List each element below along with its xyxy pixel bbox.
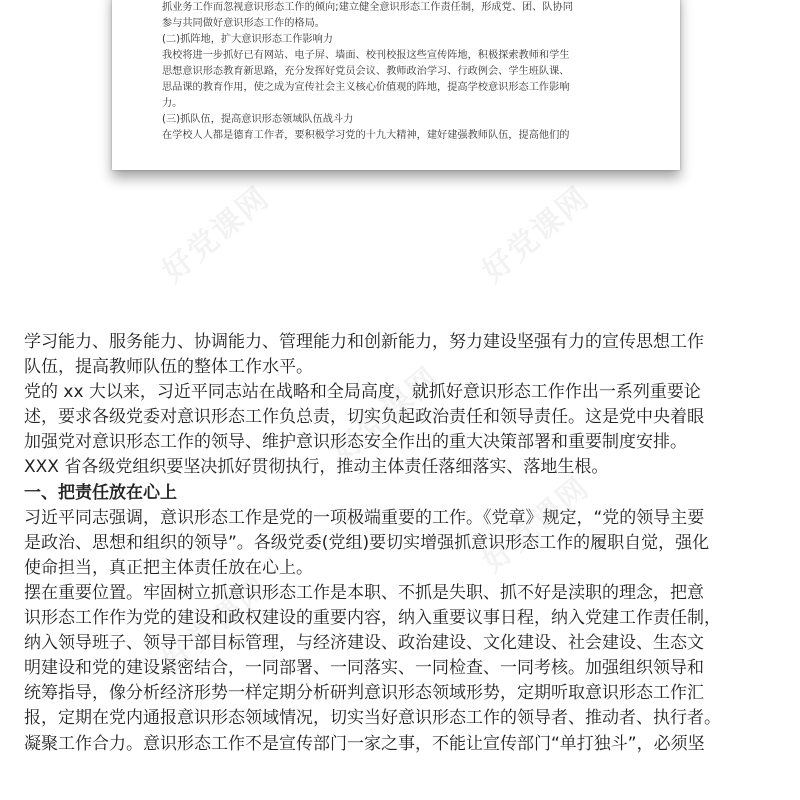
paragraph-line: 凝聚工作合力。意识形态工作不是宣传部门一家之事，不能让宣传部门“单打独斗”，必须坚 [24, 733, 705, 754]
paragraph-line: 摆在重要位置。牢固树立抓意识形态工作是本职、不抓是失职、抓不好是渎职的理念，把意 [24, 582, 704, 603]
paragraph-line: 统筹指导，像分析经济形势一样定期分析研判意识形态领域形势，定期听取意识形态工作汇 [24, 683, 704, 704]
paragraph-line: 述，要求各级党委对意识形态工作负总责，切实负起政治责任和领导责任。这是党中央着眼 [24, 407, 704, 428]
paragraph-line: 明建设和党的建设紧密结合，一同部署、一同落实、一同检查、一同考核。加强组织领导和 [24, 658, 704, 679]
watermark: 好党课网 [475, 180, 597, 290]
preview-line: 力。 [162, 98, 183, 109]
preview-line: 思品课的教育作用，使之成为宣传社会主义核心价值观的阵地，提高学校意识形态工作影响 [162, 82, 570, 93]
document-preview-card [112, 0, 680, 170]
watermark: 好党课网 [155, 180, 277, 290]
paragraph-line: 习近平同志强调，意识形态工作是党的一项极端重要的工作。《党章》规定，“党的领导主要 [24, 507, 705, 528]
paragraph-line: 学习能力、服务能力、协调能力、管理能力和创新能力，努力建设坚强有力的宣传思想工作 [24, 332, 704, 352]
preview-line: 我校将进一步抓好已有网站、电子屏、墙面、校刊校报这些宣传阵地，积极探索教师和学生 [162, 50, 570, 61]
preview-text [162, 0, 662, 144]
paragraph-line: 纳入领导班子、领导干部目标管理，与经济建设、政治建设、文化建设、社会建设、生态文 [24, 633, 704, 654]
preview-line: 思想意识形态教育新思路，充分发挥好党员会议、教师政治学习、行政例会、学生班队课、 [162, 66, 570, 77]
paragraph-line: 识形态工作作为党的建设和政权建设的重要内容，纳入重要议事日程，纳入党建工作责任制， [24, 608, 721, 629]
document-body [24, 330, 784, 757]
paragraph-line: 队伍，提高教师队伍的整体工作水平。 [24, 357, 313, 378]
preview-line: 抓业务工作而忽视意识形态工作的倾向;建立健全意识形态工作责任制，形成党、团、队协同 [162, 2, 573, 13]
preview-line: 参与共同做好意识形态工作的格局。 [162, 18, 325, 29]
watermark: 好党课网 [155, 570, 277, 680]
paragraph-line: 是政治、思想和组织的领导”。各级党委(党组)要切实增强抓意识形态工作的履职自觉，强化 [24, 532, 710, 553]
preview-heading: (二)抓阵地，扩大意识形态工作影响力 [162, 34, 333, 45]
preview-heading: (三)抓队伍，提高意识形态领域队伍战斗力 [162, 114, 354, 125]
paragraph-line: 加强党对意识形态工作的领导、维护意识形态安全作出的重大决策部署和重要制度安排。 [24, 432, 687, 453]
paragraph-line: 使命担当，真正把主体责任放在心上。 [24, 557, 313, 578]
section-heading: 一、把责任放在心上 [24, 482, 177, 503]
paragraph-line: 报，定期在党内通报意识形态领域情况，切实当好意识形态工作的领导者、推动者、执行者。 [24, 708, 721, 729]
preview-line: 在学校人人都是德育工作者，要积极学习党的十九大精神，建好建强教师队伍，提高他们的 [162, 130, 570, 141]
paragraph-line: XXX 省各级党组织要坚决抓好贯彻执行，推动主体责任落细落实、落地生根。 [24, 457, 609, 478]
paragraph-line: 党的 xx 大以来，习近平同志站在战略和全局高度，就抓好意识形态工作作出一系列重要论 [24, 382, 701, 403]
watermark: 好党课网 [325, 360, 447, 470]
watermark: 好党课网 [475, 470, 597, 580]
